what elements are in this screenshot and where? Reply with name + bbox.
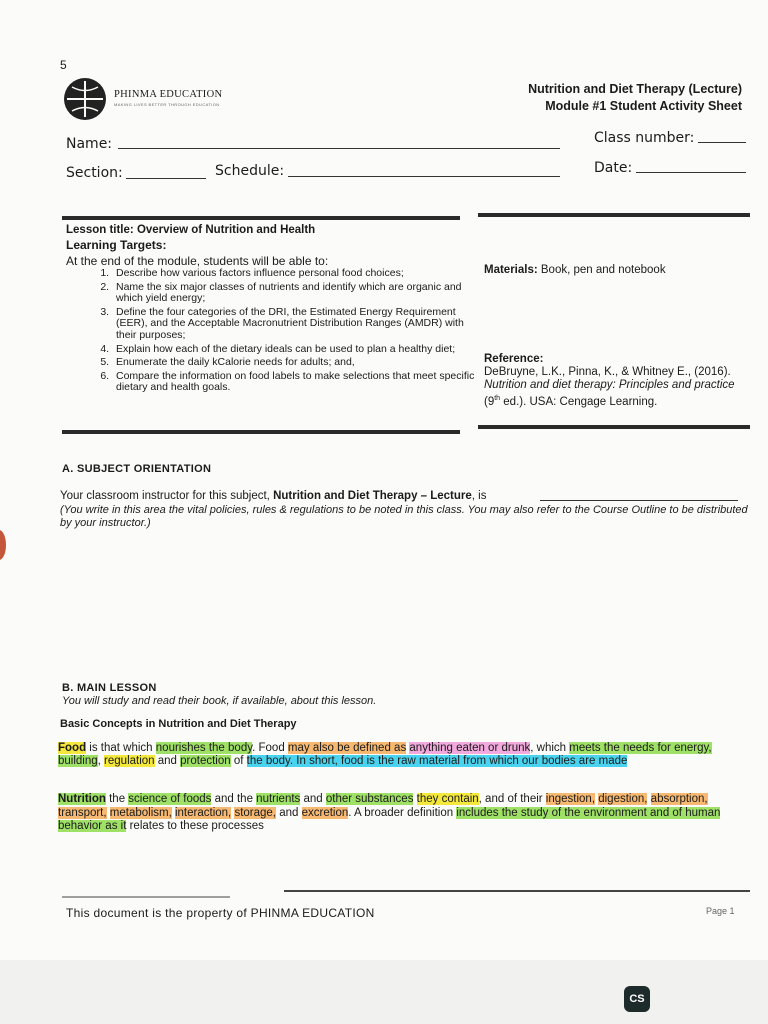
learning-targets-heading: Learning Targets:	[66, 238, 167, 252]
section-a-subject: Nutrition and Diet Therapy – Lecture	[273, 490, 472, 502]
text-run: , which	[530, 742, 570, 754]
learning-targets-list	[88, 268, 482, 396]
learning-target: 4. Explain how each of the dietary ideals can be used to plan a healthy diet;	[112, 344, 482, 356]
learning-targets-intro: At the end of the module, students will be able to:	[66, 254, 329, 268]
highlight: ingestion,	[545, 793, 596, 805]
reference-book-title: Nutrition and diet therapy: Principles and practice	[484, 379, 735, 391]
highlight: excretion	[301, 806, 349, 819]
divider-bottom-right	[478, 425, 750, 429]
camscanner-badge-icon: CS	[624, 986, 650, 1012]
section-b-instruction: You will study and read their book, if available, about this lesson.	[62, 695, 377, 707]
reference-edition: (9	[484, 395, 495, 408]
highlight: they contain	[416, 793, 479, 805]
reference-authors: DeBruyne, L.K., Pinna, K., & Whitney E., (2016).	[484, 366, 731, 378]
footer-rule-left	[62, 896, 230, 898]
footer-page: Page 1	[706, 906, 735, 916]
section-a-heading: A. SUBJECT ORIENTATION	[62, 463, 212, 475]
highlight: regulation	[104, 755, 155, 767]
class-number-field[interactable]	[698, 142, 746, 143]
instructor-name-field[interactable]	[540, 500, 738, 501]
food-definition	[58, 742, 750, 768]
section-a-line-end: , is	[471, 490, 487, 502]
page-number: 5	[60, 58, 67, 72]
highlight: may also be defined as	[287, 742, 407, 754]
highlight: nutrients	[256, 793, 301, 805]
highlight: includes the study of the environment and of human behavior as it	[58, 806, 721, 832]
text-run: . Food	[252, 742, 288, 754]
logo-tagline: MAKING LIVES BETTER THROUGH EDUCATION	[114, 102, 220, 107]
term-nutrition: Nutrition	[58, 793, 106, 805]
lesson-title	[66, 224, 458, 237]
text-run: is that which	[86, 742, 156, 754]
text-run: and	[300, 793, 326, 805]
divider-bottom-left	[62, 430, 460, 434]
highlight: meets the needs for energy, building	[58, 742, 712, 767]
course-title: Nutrition and Diet Therapy (Lecture)	[528, 82, 742, 96]
text-run: the	[105, 793, 129, 805]
section-a-line-start: Your classroom instructor for this subject,	[60, 490, 270, 502]
name-field[interactable]	[118, 148, 560, 149]
highlight: nourishes the body	[155, 742, 253, 754]
text-run: and	[154, 755, 181, 767]
reference-label: Reference:	[484, 353, 544, 365]
section-field[interactable]	[126, 178, 206, 179]
date-field[interactable]	[636, 172, 746, 173]
text-run: , and of their	[478, 793, 546, 805]
text-run: of	[230, 755, 247, 767]
divider-top-right	[478, 213, 750, 217]
scan-background	[0, 960, 768, 1024]
footer-text: This document is the property of PHINMA EDUCATION	[66, 906, 375, 920]
reference-publisher: ed.). USA: Cengage Learning.	[500, 395, 658, 408]
highlight: anything eaten or drunk	[409, 742, 531, 754]
highlight: storage,	[234, 806, 277, 819]
reference-edition-sup: th	[494, 395, 501, 402]
highlight: science of foods	[128, 793, 212, 805]
text-run: . A broader definition	[348, 806, 457, 819]
learning-target: 3. Define the four categories of the DRI, the Estimated Energy Requirement (EER), and the Acceptable Macronutrient Distribution Ranges (AMDR) with their purposes;	[112, 307, 482, 342]
highlight: metabolism,	[109, 806, 172, 819]
section-b-heading: B. MAIN LESSON	[62, 682, 157, 694]
highlight: digestion,	[598, 793, 648, 805]
schedule-field[interactable]	[288, 176, 560, 177]
schedule-label: Schedule:	[215, 163, 285, 179]
materials-value: Book, pen and notebook	[540, 264, 666, 276]
name-label: Name:	[66, 136, 113, 152]
phinma-logo-icon	[64, 78, 106, 120]
materials	[484, 264, 666, 276]
learning-target: 6. Compare the information on food labels to make selections that meet specific dietary and health goals.	[112, 371, 482, 394]
text-run: and the	[211, 793, 257, 805]
highlight: other substances	[325, 793, 414, 805]
text-run: and	[276, 806, 302, 819]
highlight: protection	[180, 755, 231, 767]
materials-label: Materials:	[484, 264, 538, 276]
text-run: relates to these processes	[126, 820, 264, 832]
learning-target: 2. Name the six major classes of nutrients and identify which are organic and which yield energy;	[112, 282, 482, 305]
section-a-note: (You write in this area the vital policies, rules & regulations to be noted in this class. You may also refer to the Course Outline to be distributed by your instructor.)	[60, 504, 748, 529]
highlight: transport,	[58, 806, 107, 819]
section-label: Section:	[66, 165, 123, 181]
learning-target: 5. Enumerate the daily kCalorie needs for adults; and,	[112, 357, 482, 369]
highlight: interaction,	[174, 806, 232, 819]
footer-rule-right	[284, 890, 750, 892]
term-food: Food	[58, 742, 87, 754]
learning-target: 1. Describe how various factors influence personal food choices;	[112, 268, 482, 280]
reference	[484, 353, 744, 409]
lesson-title-text: Overview of Nutrition and Health	[136, 224, 316, 236]
nutrition-definition	[58, 793, 754, 834]
logo-name: PHINMA EDUCATION	[114, 89, 223, 100]
lesson-title-label: Lesson title:	[66, 224, 134, 236]
class-number-label: Class number:	[594, 130, 695, 146]
highlight: absorption,	[650, 793, 708, 805]
text-run: ,	[97, 755, 105, 767]
divider-top-left	[62, 216, 460, 220]
basic-concepts-heading: Basic Concepts in Nutrition and Diet Therapy	[60, 718, 297, 730]
highlight: the body. In short, food is the raw material from which our bodies are made	[246, 755, 628, 767]
date-label: Date:	[594, 160, 633, 176]
sheet-title: Module #1 Student Activity Sheet	[545, 99, 742, 113]
